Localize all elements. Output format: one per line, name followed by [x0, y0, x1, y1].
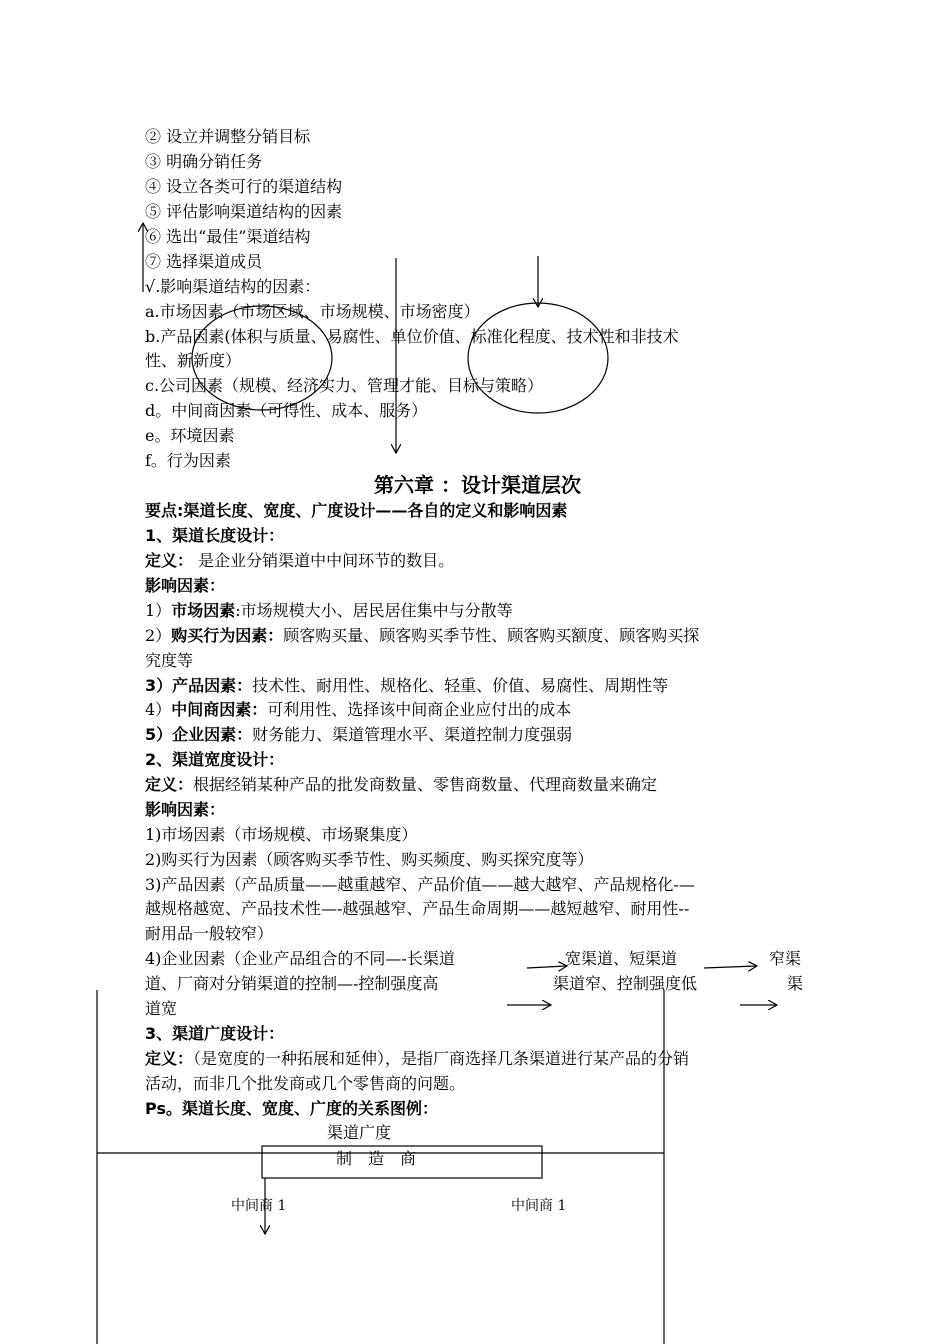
- step-2: ② 设立并调整分销目标: [145, 127, 311, 146]
- step-3: ③ 明确分销任务: [145, 152, 263, 171]
- length-factor-4: 4）中间商因素：可利用性、选择该中间商企业应付出的成本: [145, 700, 572, 719]
- width-definition: 定义：根据经销某种产品的批发商数量、零售商数量、代理商数量来确定: [145, 775, 658, 794]
- sketch-circle-right: [468, 303, 608, 413]
- width-factor-4a: 4)企业因素（企业产品组合的不同—-长渠道 宽渠道、短渠道 窄渠: [145, 949, 802, 968]
- breadth-title: 3、渠道广度设计：: [145, 1024, 285, 1043]
- width-factor-2: 2)购买行为因素（顾客购买季节性、购买频度、购买探究度等）: [145, 850, 594, 869]
- width-title: 2、渠道宽度设计：: [145, 750, 285, 769]
- factor-c: c.公司因素（规模、经济实力、管理才能、目标与策略）: [145, 376, 544, 395]
- step-7: ⑦ 选择渠道成员: [145, 252, 263, 271]
- length-factor-2-cont: 究度等: [145, 651, 194, 670]
- step-5: ⑤ 评估影响渠道结构的因素: [145, 202, 343, 221]
- factors-heading: √.影响渠道结构的因素：: [145, 277, 321, 296]
- factor-e: e。环境因素: [145, 426, 235, 445]
- factor-a: a.市场因素（市场区域、市场规模、市场密度）: [145, 302, 480, 321]
- width-factor-3a: 3)产品因素（产品质量——越重越窄、产品价值——越大越窄、产品规格化-—: [145, 875, 695, 894]
- def-label: 定义：: [145, 551, 194, 570]
- length-factor-1: 1）市场因素:市场规模大小、居民居住集中与分散等: [145, 601, 513, 620]
- factor-f: f。行为因素: [145, 451, 231, 470]
- factor-d: d。中间商因素（可得性、成本、服务）: [145, 401, 428, 420]
- sketch-circle-left: [192, 306, 332, 410]
- width-factors-label: 影响因素：: [145, 800, 226, 819]
- breadth-definition-cont: 活动，而非几个批发商或几个零售商的问题。: [145, 1074, 466, 1093]
- ps-diagram-caption: Ps。渠道长度、宽度、广度的关系图例：: [145, 1099, 438, 1118]
- step-6: ⑥ 选出“最佳”渠道结构: [145, 227, 311, 246]
- breadth-label: 渠道广度: [327, 1123, 392, 1142]
- step-4: ④ 设立各类可行的渠道结构: [145, 177, 343, 196]
- arrow-short-to-narrow: [704, 966, 756, 968]
- length-factors-label: 影响因素：: [145, 576, 226, 595]
- length-title: 1、渠道长度设计：: [145, 526, 285, 545]
- intermediary-left: 中间商 1: [231, 1198, 287, 1214]
- manufacturer-label: 制 造 商: [336, 1149, 417, 1168]
- breadth-definition: 定义：（是宽度的一种拓展和延伸），是指厂商选择几条渠道进行某产品的分销: [145, 1049, 690, 1068]
- length-factor-2: 2）购买行为因素：顾客购买量、顾客购买季节性、顾客购买额度、顾客购买探: [145, 626, 700, 645]
- key-points: 要点:渠道长度、宽度、广度设计——各自的定义和影响因素: [145, 501, 568, 520]
- def-text: 是企业分销渠道中中间环节的数目。: [193, 551, 455, 570]
- chapter-title: 第六章 ：设计渠道层次: [374, 473, 581, 497]
- factor-b-line2: 性、新新度）: [145, 351, 242, 370]
- width-factor-1: 1)市场因素（市场规模、市场聚集度）: [145, 825, 418, 844]
- length-factor-5: 5）企业因素：财务能力、渠道管理水平、渠道控制力度强弱: [145, 725, 573, 744]
- width-factor-3b: 越规格越宽、产品技术性—-越强越窄、产品生命周期——越短越窄、耐用性--: [145, 899, 690, 918]
- arrow-long-to-wide: [527, 966, 566, 968]
- intermediary-right: 中间商 1: [511, 1198, 567, 1214]
- width-factor-3c: 耐用品一般较窄）: [145, 924, 274, 943]
- width-factor-4c: 道宽: [145, 999, 178, 1018]
- length-factor-3: 3）产品因素：技术性、耐用性、规格化、轻重、价值、易腐性、周期性等: [145, 676, 669, 695]
- factor-b-line1: b.产品因素(体积与质量、易腐性、单位价值、标准化程度、技术性和非技术: [145, 327, 679, 346]
- width-factor-4b: 道、厂商对分销渠道的控制—-控制强度高 渠道窄、控制强度低 渠: [145, 974, 804, 993]
- manufacturer-box: [262, 1146, 542, 1178]
